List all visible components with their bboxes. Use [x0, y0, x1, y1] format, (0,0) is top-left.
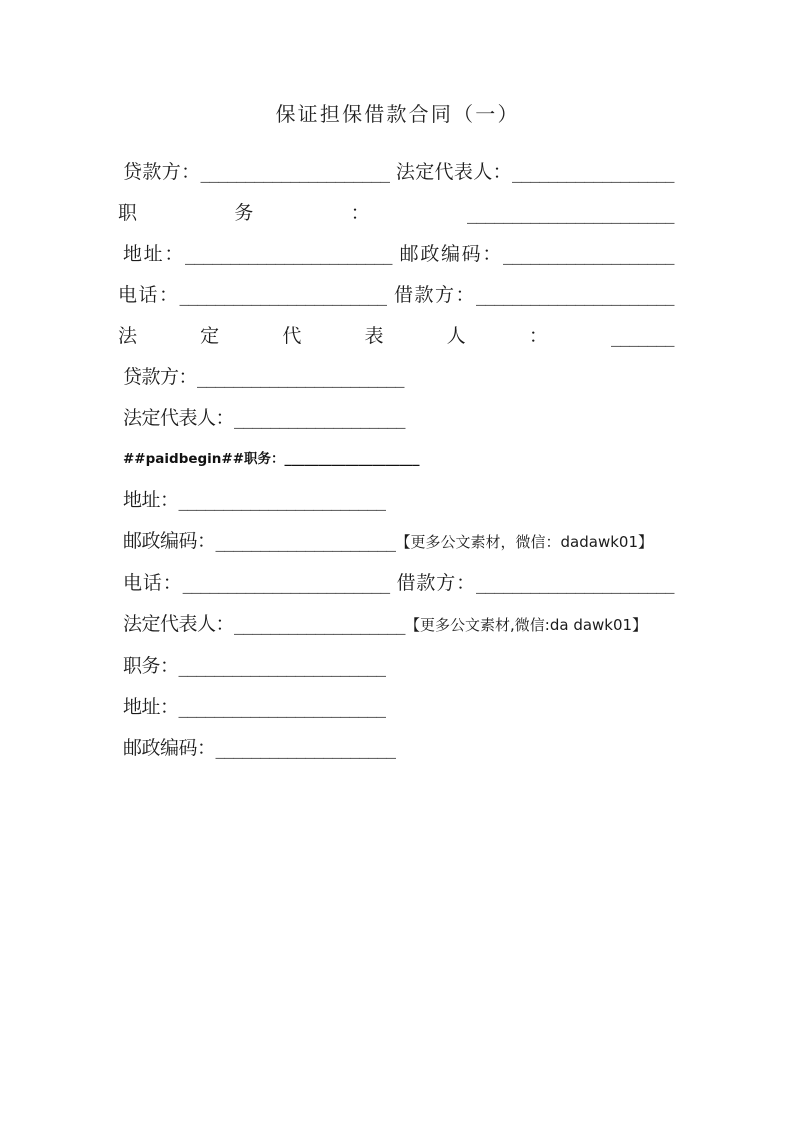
document-body — [118, 152, 674, 769]
paragraph-text: 职务：_______________________ — [123, 655, 386, 677]
paragraph-paid-begin-position — [118, 439, 674, 480]
page-title: 保证担保借款合同（一） — [275, 102, 520, 126]
paragraph-position — [118, 646, 674, 687]
paragraph-legal-rep-2 — [118, 604, 674, 646]
paragraph-text: 法定代表人：___________________ — [123, 407, 406, 429]
paragraph-lender — [118, 357, 674, 398]
paid-begin-marker: ##paidbegin## — [123, 451, 245, 467]
paragraph-address-2 — [118, 687, 674, 728]
paragraph-phone-borrower — [118, 563, 674, 604]
watermark-note-2: 【更多公文素材,微信:da dawk01】 — [405, 616, 648, 634]
paragraph-legal-rep — [118, 398, 674, 439]
paragraph-text: 邮政编码：____________________ — [123, 530, 396, 552]
watermark-note: 【更多公文素材，微信：dadawk01】 — [395, 533, 653, 551]
paragraph-text: 地址：_______________________ — [123, 489, 386, 511]
paragraph-text: 贷款方：_____________________ 法定代表人：__________________ 职务：_______________________ — [118, 161, 674, 224]
paragraph-address-postal-phone — [118, 234, 674, 357]
paragraph-postal-code-2 — [118, 728, 674, 769]
paragraph-text: 地址：_______________________ 邮政编码：___________________ 电话：_______________________ 借款方：______________________ 法定代表人：_______ — [118, 243, 674, 347]
paragraph-text: 邮政编码：____________________ — [123, 737, 396, 759]
paragraph-lender-party — [118, 152, 674, 234]
paragraph-text: 贷款方：_______________________ — [123, 366, 405, 388]
paragraph-postal-code — [118, 521, 674, 563]
paragraph-address — [118, 480, 674, 521]
paragraph-text: 电话：_______________________ 借款方：______________________ — [123, 572, 674, 594]
paragraph-text: 地址：_______________________ — [123, 696, 386, 718]
paragraph-text: 职务：____________________ — [244, 451, 420, 467]
paragraph-text: 法定代表人：___________________ — [123, 613, 406, 635]
